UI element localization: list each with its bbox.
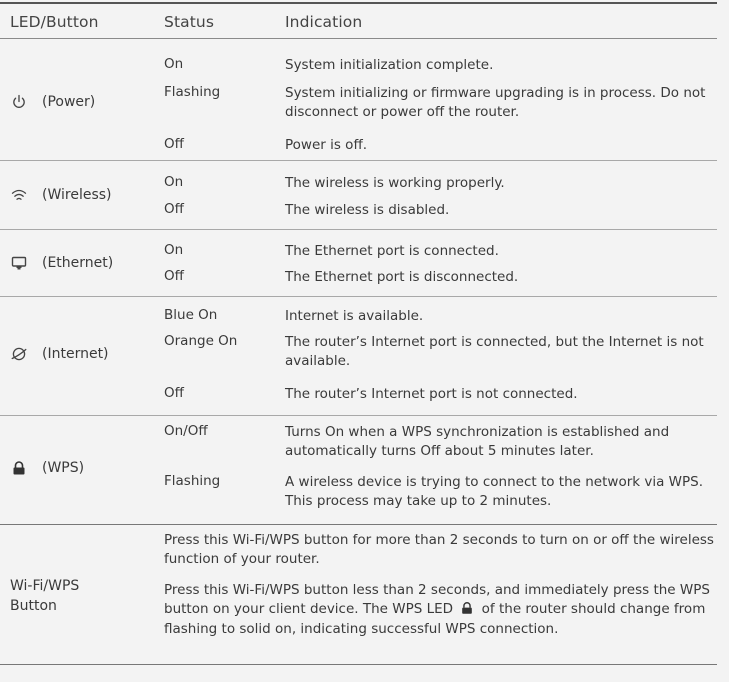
button-description-2-start: Press this Wi-Fi/WPS button less than 2 seconds, and immediately press the WPS button on your client device. The WPS LED <box>164 582 710 617</box>
internet-label: (Internet) <box>42 346 109 362</box>
indication-cell: The Ethernet port is disconnected. <box>285 269 519 285</box>
wifi-wps-button-label: Wi-Fi/WPS Button <box>10 578 80 614</box>
wireless-label: (Wireless) <box>42 187 112 203</box>
indication-cell: Power is off. <box>285 137 368 153</box>
indication-cell: A wireless device is trying to connect to the network via WPS. This process may take up to 2 minutes. <box>285 474 704 509</box>
wps-label: (WPS) <box>42 460 85 476</box>
status-cell: Blue On <box>164 307 218 323</box>
status-cell: Off <box>164 201 184 217</box>
indication-cell: The router’s Internet port is not connected. <box>285 386 578 402</box>
indication-cell: Internet is available. <box>285 308 424 324</box>
table-bottom-rule <box>0 664 717 665</box>
internet-icon <box>10 345 28 363</box>
indication-cell: The Ethernet port is connected. <box>285 243 499 259</box>
ethernet-icon <box>10 254 28 272</box>
wps-led <box>10 459 84 477</box>
indication-cell: The wireless is disabled. <box>285 202 450 218</box>
status-cell: Off <box>164 385 184 401</box>
status-cell: Off <box>164 136 184 152</box>
power-led <box>10 93 95 111</box>
ethernet-led <box>10 254 113 272</box>
table-header <box>0 4 717 38</box>
indication-cell: System initializing or firmware upgrading is in process. Do not disconnect or power off the router. <box>285 85 706 120</box>
ethernet-label: (Ethernet) <box>42 255 114 271</box>
power-label: (Power) <box>42 94 96 110</box>
header-indication: Indication <box>285 13 363 31</box>
wifi-wps-button-group <box>0 525 717 665</box>
indication-cell: The wireless is working properly. <box>285 175 505 191</box>
indication-cell: The router’s Internet port is connected, but the Internet is not available. <box>285 334 704 369</box>
wireless-led <box>10 186 112 204</box>
header-led-button: LED/Button <box>10 13 99 31</box>
header-status: Status <box>164 13 214 31</box>
internet-group <box>0 297 717 415</box>
power-group <box>0 39 717 160</box>
ethernet-group <box>0 230 717 296</box>
internet-led <box>10 345 109 363</box>
status-cell: Orange On <box>164 333 238 349</box>
status-cell: On <box>164 242 184 258</box>
indication-cell: System initialization complete. <box>285 57 494 73</box>
button-description-2-end: of the router should change from flashing to solid on, indicating successful WPS connection. <box>164 600 706 637</box>
wps-group <box>0 416 717 524</box>
status-cell: On <box>164 56 184 72</box>
wireless-group <box>0 161 717 229</box>
button-description-1: Press this Wi-Fi/WPS button for more than 2 seconds to turn on or off the wireless function of your router. <box>164 532 714 567</box>
status-cell: Flashing <box>164 473 221 489</box>
wifi-icon <box>10 186 28 204</box>
power-icon <box>10 93 28 111</box>
lock-icon <box>10 459 28 477</box>
button-description-2 <box>164 581 716 639</box>
status-cell: On <box>164 174 184 190</box>
lock-icon <box>460 601 474 621</box>
status-cell: Flashing <box>164 84 221 100</box>
status-cell: Off <box>164 268 184 284</box>
indication-cell: Turns On when a WPS synchronization is established and automatically turns Off about 5 minutes later. <box>285 424 670 459</box>
status-cell: On/Off <box>164 423 208 439</box>
